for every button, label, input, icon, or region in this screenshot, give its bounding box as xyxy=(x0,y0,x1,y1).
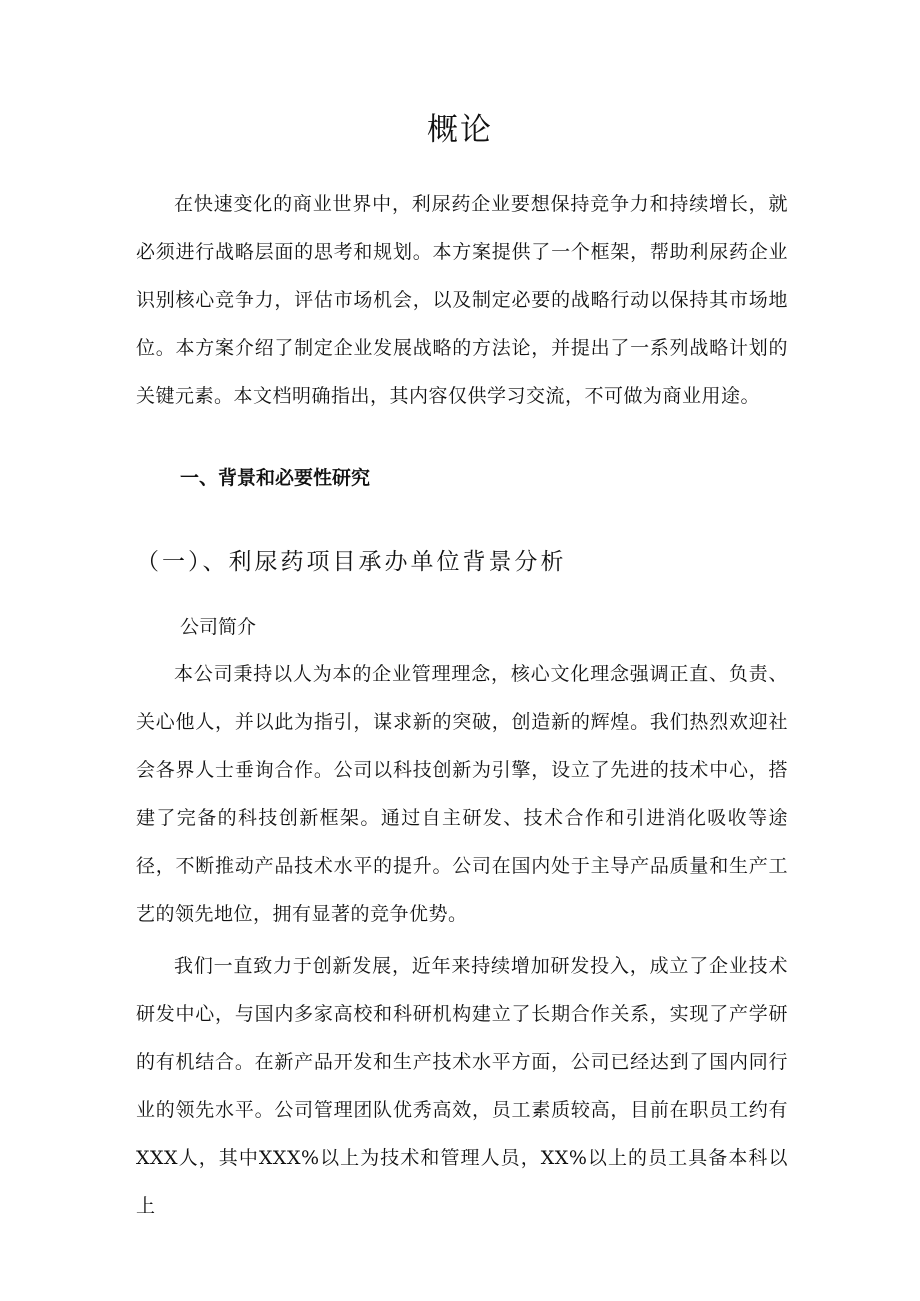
company-intro-heading: 公司简介 xyxy=(180,616,257,638)
body-paragraph: 我们一直致力于创新发展，近年来持续增加研发投入，成立了企业技术研发中心，与国内多家高校和科研机构建立了长期合作关系，实现了产学研的有机结合。在新产品开发和生产技术水平方面，公司已经达到了国内同行业的领先水平。公司管理团队优秀高效，员工素质较高，目前在职员工约有XXX人，其中XXX%以上为技术和管理人员，XX%以上的员工具备本科以上 xyxy=(136,955,788,1217)
intro-paragraph: 在快速变化的商业世界中，利尿药企业要想保持竞争力和持续增长，就必须进行战略层面的思考和规划。本方案提供了一个框架，帮助利尿药企业识别核心竞争力，评估市场机会，以及制定必要的战略行动以保持其市场地位。本方案介绍了制定企业发展战略的方法论，并提出了一系列战略计划的关键元素。本文档明确指出，其内容仅供学习交流，不可做为商业用途。 xyxy=(136,193,788,407)
body-paragraph: 本公司秉持以人为本的企业管理理念，核心文化理念强调正直、负责、关心他人，并以此为指引，谋求新的突破，创造新的辉煌。我们热烈欢迎社会各界人士垂询合作。公司以科技创新为引擎，设立了先进的技术中心，搭建了完备的科技创新框架。通过自主研发、技术合作和引进消化吸收等途径，不断推动产品技术水平的提升。公司在国内处于主导产品质量和生产工艺的领先地位，拥有显著的竞争优势。 xyxy=(136,663,788,925)
subsection-heading: （一）、利尿药项目承办单位背景分析 xyxy=(136,549,567,575)
section-heading: 一、背景和必要性研究 xyxy=(180,467,371,489)
page-title: 概论 xyxy=(427,112,493,148)
